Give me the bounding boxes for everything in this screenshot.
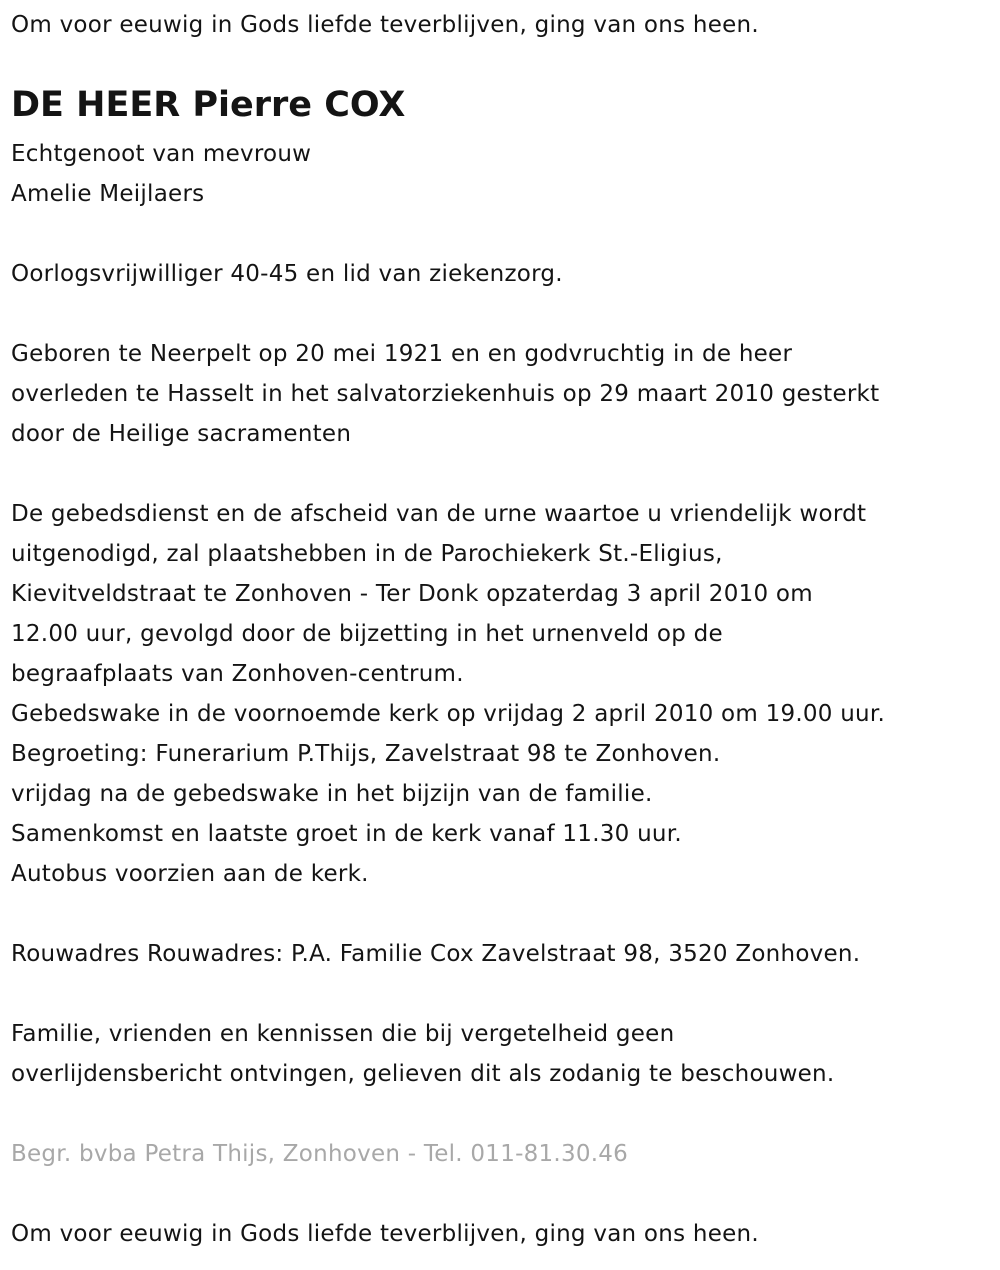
outro-text: Om voor eeuwig in Gods liefde teverblijven, ging van ons heen. <box>11 1221 759 1247</box>
ceremony-line: Gebedswake in de voornoemde kerk op vrijdag 2 april 2010 om 19.00 uur. <box>11 701 886 727</box>
ceremony-line: 12.00 uur, gevolgd door de bijzetting in het urnenveld op de <box>11 621 723 647</box>
ceremony-line: vrijdag na de gebedswake in het bijzijn van de familie. <box>11 781 653 807</box>
notice-line: overlijdensbericht ontvingen, gelieven dit als zodanig te beschouwen. <box>11 1061 835 1087</box>
birth-death-line: door de Heilige sacramenten <box>11 421 352 447</box>
ceremony-line: uitgenodigd, zal plaatshebben in de Parochiekerk St.-Eligius, <box>11 541 723 567</box>
role-text: Oorlogsvrijwilliger 40-45 en lid van ziekenzorg. <box>11 261 563 287</box>
ceremony-line: Autobus voorzien aan de kerk. <box>11 861 369 887</box>
ceremony-line: Kievitveldstraat te Zonhoven - Ter Donk opzaterdag 3 april 2010 om <box>11 581 813 607</box>
spouse-name: Amelie Meijlaers <box>11 181 205 207</box>
ceremony-line: begraafplaats van Zonhoven-centrum. <box>11 661 464 687</box>
intro-text: Om voor eeuwig in Gods liefde teverblijven, ging van ons heen. <box>11 12 759 38</box>
deceased-name: DE HEER Pierre COX <box>11 85 406 125</box>
birth-death-line: overleden te Hasselt in het salvatorziekenhuis op 29 maart 2010 gesterkt <box>11 381 880 407</box>
ceremony-line: Samenkomst en laatste groet in de kerk vanaf 11.30 uur. <box>11 821 682 847</box>
spouse-line: Echtgenoot van mevrouw <box>11 141 312 167</box>
undertaker-info: Begr. bvba Petra Thijs, Zonhoven - Tel. 011-81.30.46 <box>11 1141 629 1167</box>
ceremony-line: De gebedsdienst en de afscheid van de urne waartoe u vriendelijk wordt <box>11 501 867 527</box>
mourning-address: Rouwadres Rouwadres: P.A. Familie Cox Zavelstraat 98, 3520 Zonhoven. <box>11 941 861 967</box>
birth-death-line: Geboren te Neerpelt op 20 mei 1921 en en godvruchtig in de heer <box>11 341 793 367</box>
ceremony-line: Begroeting: Funerarium P.Thijs, Zavelstraat 98 te Zonhoven. <box>11 741 721 767</box>
notice-line: Familie, vrienden en kennissen die bij vergetelheid geen <box>11 1021 675 1047</box>
